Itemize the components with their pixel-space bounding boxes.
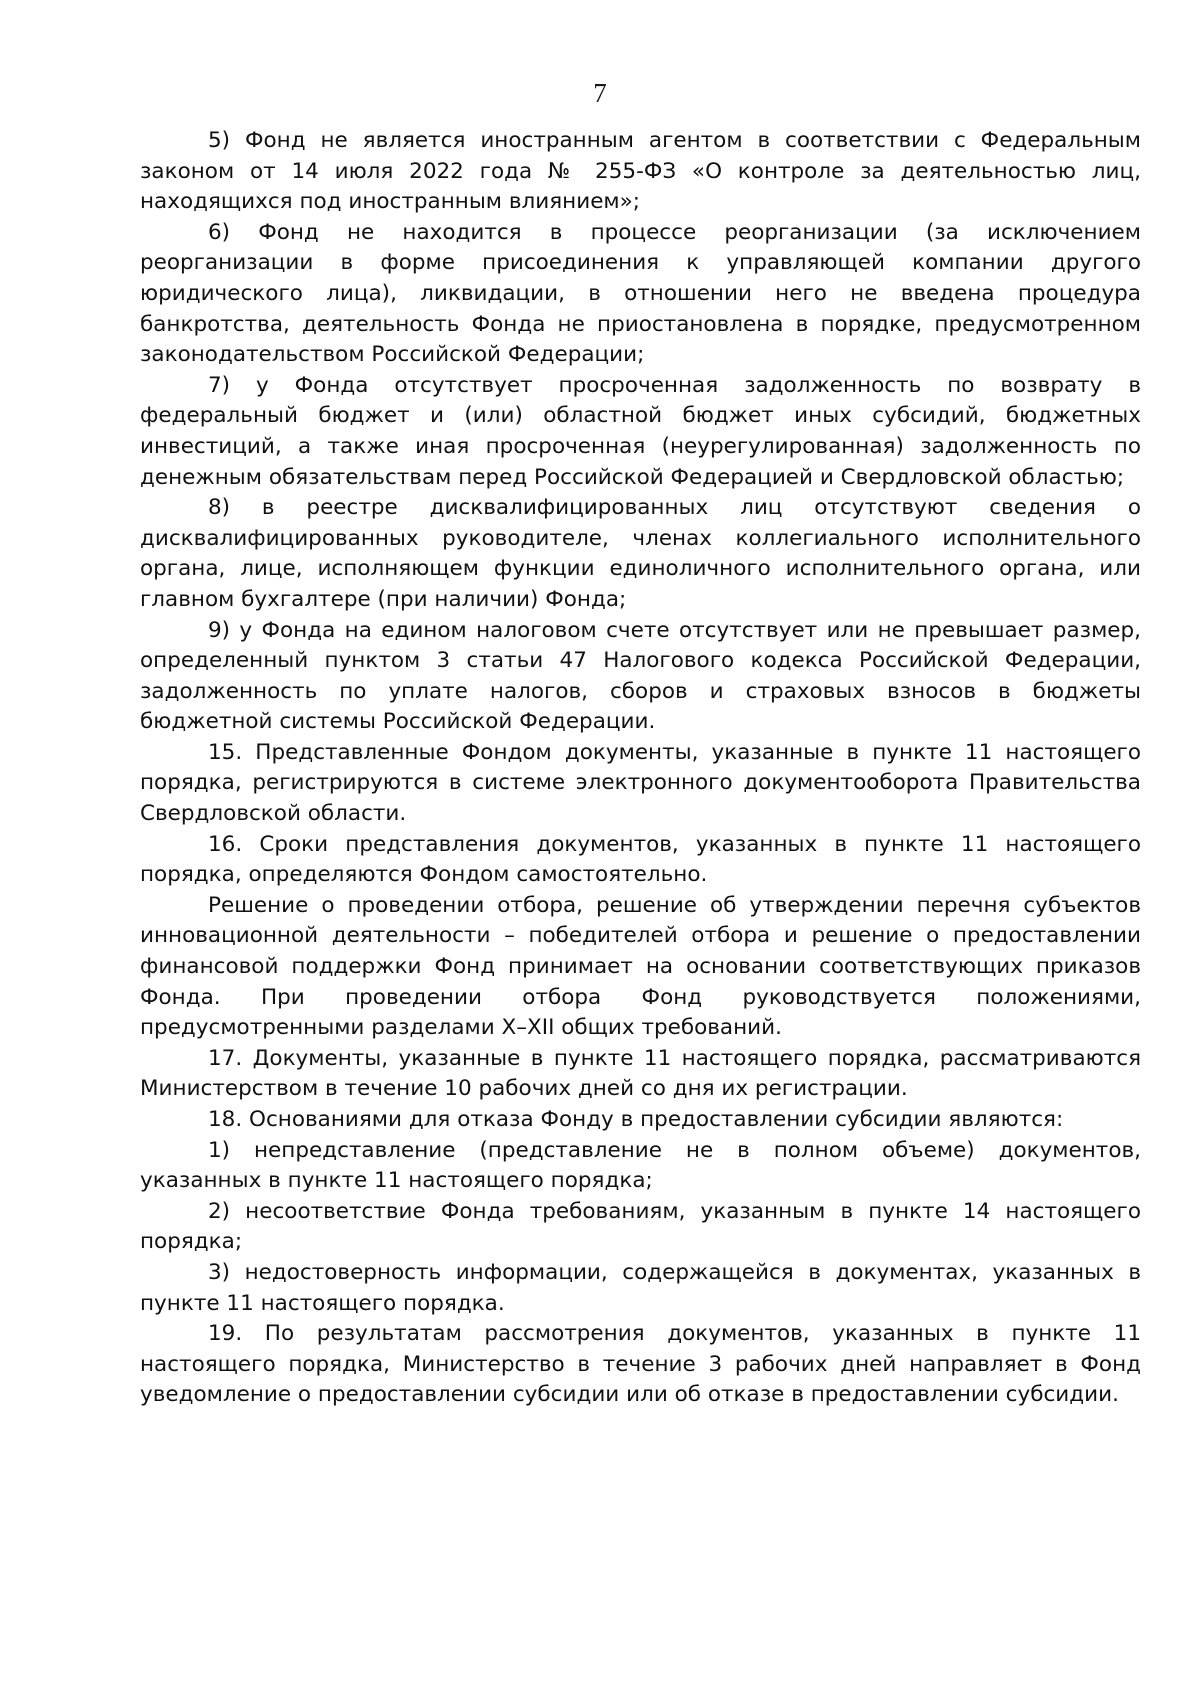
page-number: 7	[593, 78, 607, 108]
paragraph-item-7: 7) у Фонда отсутствует просроченная задолженность по возврату в федеральный бюджет и (или) областной бюджет иных субсидий, бюджетных инвестиций, а также иная просроченная (неурегулированная) задолженность по денежным обязательствам перед Российской Федерацией и Свердловской областью;	[140, 372, 1141, 490]
paragraph-refusal-3: 3) недостоверность информации, содержащейся в документах, указанных в пункте 11 настоящего порядка.	[140, 1259, 1141, 1316]
paragraph-clause-19: 19. По результатам рассмотрения документов, указанных в пункте 11 настоящего порядка, Министерство в течение 3 рабочих дней направляет в Фонд уведомление о предоставлении субсидии или об отказе в предоставлении субсидии.	[140, 1321, 1141, 1408]
paragraph-item-9: 9) у Фонда на едином налоговом счете отсутствует или не превышает размер, определенный пунктом 3 статьи 47 Налогового кодекса Российской Федерации, задолженность по уплате налогов, сборов и страховых взносов в бюджеты бюджетной системы Российской Федерации.	[140, 617, 1141, 735]
paragraph-clause-17: 17. Документы, указанные в пункте 11 настоящего порядка, рассматриваются Министерством в течение 10 рабочих дней со дня их регистрации.	[140, 1045, 1141, 1102]
paragraph-clause-15: 15. Представленные Фондом документы, указанные в пункте 11 настоящего порядка, регистрируются в системе электронного документооборота Правительства Свердловской области.	[140, 739, 1141, 827]
document-body	[140, 126, 1141, 1411]
paragraph-refusal-2: 2) несоответствие Фонда требованиям, указанным в пункте 14 настоящего порядка;	[140, 1198, 1141, 1255]
paragraph-item-6: 6) Фонд не находится в процессе реорганизации (за исключением реорганизации в форме присоединения к управляющей компании другого юридического лица), ликвидации, в отношении него не введена процедура банкротства, деятельность Фонда не приостановлена в порядке, предусмотренном законодательством Российской Федерации;	[140, 219, 1141, 368]
paragraph-item-5: 5) Фонд не является иностранным агентом в соответствии с Федеральным законом от 14 июля 2022 года № 255-ФЗ «О контроле за деятельностью лиц, находящихся под иностранным влиянием»;	[140, 128, 1141, 215]
paragraph-item-8: 8) в реестре дисквалифицированных лиц отсутствуют сведения о дисквалифицированных руководителе, членах коллегиального исполнительного органа, лице, исполняющем функции единоличного исполнительного органа, или главном бухгалтере (при наличии) Фонда;	[140, 495, 1141, 612]
paragraph-clause-18: 18. Основаниями для отказа Фонду в предоставлении субсидии являются:	[208, 1107, 1064, 1132]
paragraph-refusal-1: 1) непредставление (представление не в полном объеме) документов, указанных в пункте 11 настоящего порядка;	[140, 1137, 1141, 1194]
paragraph-selection-decision: Решение о проведении отбора, решение об утверждении перечня субъектов инновационной деятельности – победителей отбора и решение о предоставлении финансовой поддержки Фонд принимает на основании соответствующих приказов Фонда. При проведении отбора Фонд руководствуется положениями, предусмотренными разделами X–XII общих требований.	[140, 892, 1141, 1041]
paragraph-clause-16: 16. Сроки представления документов, указанных в пункте 11 настоящего порядка, определяются Фондом самостоятельно.	[140, 831, 1141, 888]
